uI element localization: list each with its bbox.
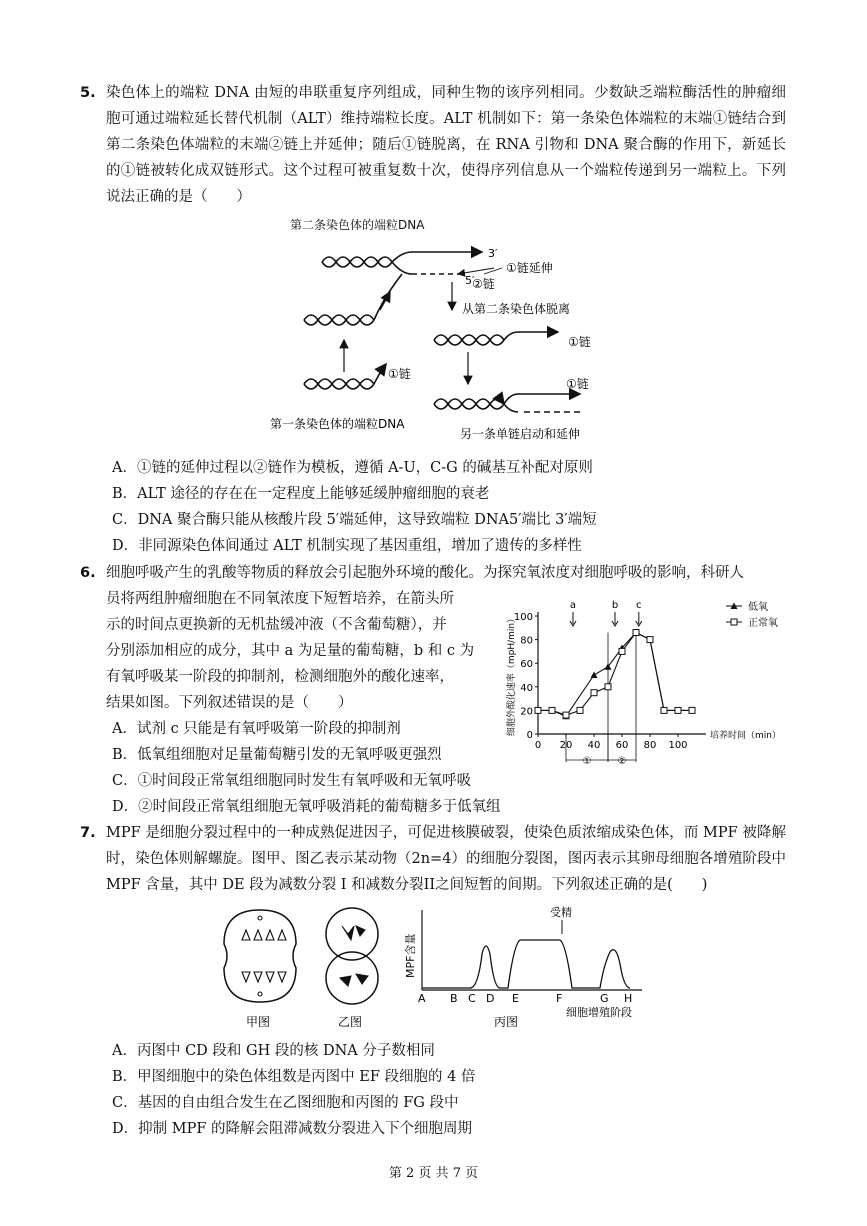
data-point-normox	[633, 630, 639, 636]
label-second-chromosome: 第二条染色体的端粒DNA	[290, 218, 425, 232]
option-a: A．①链的延伸过程以②链作为模板，遵循 A-U，C-G 的碱基互补配对原则	[112, 460, 593, 476]
q6-line-4: 有氧呼吸某一阶段的抑制剂，检测细胞外的酸化速率，	[106, 669, 454, 685]
label-first-chromosome: 第一条染色体的端粒DNA	[270, 417, 405, 431]
legend-marker-normox	[731, 619, 737, 625]
question-stem: MPF 是细胞分裂过程中的一种成熟促进因子，可促进核膜破裂，使染色质浓缩成染色体，而 MPF 被降解时，染色体则解螺旋。图甲、图乙表示某动物（2n=4）的细胞分裂图，图丙表示其卵母细胞各增殖阶段中 MPF 含量，其中 DE 段为减数分裂 I 和减数分裂II之间短暂的间期。下列叙述正确的是( )	[106, 825, 786, 893]
label-fig-bing: 丙图	[494, 1015, 519, 1029]
data-point-normox	[563, 712, 569, 718]
x-tick-label: 40	[587, 740, 601, 751]
option-c: C．①时间段正常氧组细胞同时发生有氧呼吸和无氧呼吸	[112, 773, 472, 789]
interval-label: ①	[582, 756, 592, 767]
point-f: F	[556, 992, 563, 1005]
q5-options	[112, 455, 597, 559]
y-tick-label: 40	[520, 682, 533, 694]
q7-options	[112, 1038, 475, 1142]
label-mpf-ylabel: MPF含量	[404, 933, 417, 978]
point-g: G	[600, 992, 609, 1005]
data-point-normox	[535, 707, 541, 713]
question-stem-line1: 细胞呼吸产生的乳酸等物质的释放会引起胞外环境的酸化。为探究氧浓度对细胞呼吸的影响，科研人	[106, 565, 744, 581]
question-stem: 染色体上的端粒 DNA 由短的串联重复序列组成，同种生物的该序列相同。少数缺乏端粒酶活性的肿瘤细胞可通过端粒延长替代机制（ALT）维持端粒长度。ALT 机制如下：第一条染色体端粒的末端①链结合到第二条染色体端粒的末端②链上并延伸；随后①链脱离，在 RNA 引物和 DNA 聚合酶的作用下，新延长的①链被转化成双链形式。这个过程可被重复数十次，使得序列信息从一个端粒传递到另一端粒上。下列说法正确的是（ ）	[106, 85, 786, 205]
telomere-alt-diagram	[262, 212, 622, 448]
y-tick-label: 0	[526, 730, 533, 741]
legend-label: 正常氧	[748, 618, 778, 629]
point-a: A	[418, 992, 426, 1005]
question-6-continued	[86, 586, 486, 716]
y-tick-label: 100	[513, 612, 533, 623]
data-point-normox	[577, 707, 583, 713]
x-axis-label: 培养时间（min）	[710, 731, 781, 741]
label-detach: 从第二条染色体脱离	[462, 302, 571, 316]
data-point-normox	[619, 648, 625, 654]
series-line-1	[538, 633, 692, 716]
question-7	[80, 820, 786, 898]
q6-options	[112, 716, 501, 820]
series-line-0	[538, 633, 692, 717]
y-axis-label: 细胞外酸化速率（mpH/min）	[507, 613, 517, 737]
point-c: C	[468, 992, 476, 1005]
label-chain1-lower: ①链	[566, 377, 589, 391]
arrow-label-a: a	[569, 600, 577, 611]
option-a: A．试剂 c 只能是有氧呼吸第一阶段的抑制剂	[112, 721, 401, 737]
x-tick-label: 60	[615, 740, 629, 751]
interval-label: ②	[617, 756, 627, 767]
point-h: H	[624, 992, 633, 1005]
point-d: D	[486, 992, 495, 1005]
point-e: E	[512, 992, 519, 1005]
x-tick-label: 0	[534, 740, 542, 751]
data-point-normox	[675, 707, 681, 713]
label-3prime: 3′	[488, 247, 498, 260]
question-number: 5.	[80, 85, 96, 101]
question-5	[80, 80, 786, 210]
option-b: B．ALT 途径的存在在一定程度上能够延缓肿瘤细胞的衰老	[112, 486, 490, 502]
question-number: 7.	[80, 825, 96, 841]
x-tick-label: 100	[668, 740, 688, 751]
y-tick-label: 60	[520, 659, 533, 671]
y-tick-label: 80	[520, 635, 533, 647]
option-c: C．基因的自由组合发生在乙图细胞和丙图的 FG 段中	[112, 1095, 459, 1111]
label-other-strand: 另一条单链启动和延伸	[460, 427, 581, 441]
option-d: D．抑制 MPF 的降解会阻滞减数分裂进入下个细胞周期	[112, 1121, 473, 1137]
label-fertilization: 受精	[550, 906, 572, 919]
data-point-normox	[647, 637, 653, 643]
cell-division-figures	[210, 904, 660, 1034]
label-chain1-mid: ①链	[568, 335, 591, 349]
data-point-lowox	[591, 672, 598, 679]
q6-line-3: 分别添加相应的成分，其中 a 为足量的葡萄糖，b 和 c 为	[106, 643, 475, 659]
data-point-normox	[591, 690, 597, 696]
x-tick-label: 80	[643, 740, 657, 751]
stage-points	[418, 992, 632, 1005]
arrow-label-c: c	[636, 600, 642, 611]
label-fig-yi: 乙图	[338, 1015, 363, 1029]
q6-line-1: 员将两组肿瘤细胞在不同氧浓度下短暂培养，在箭头所	[106, 591, 454, 607]
q6-line-2: 示的时间点更换新的无机盐缓冲液（不含葡萄糖），并	[106, 617, 447, 633]
option-d: D．非同源染色体间通过 ALT 机制实现了基因重组，增加了遗传的多样性	[112, 538, 582, 554]
label-chain2: ②链	[472, 277, 495, 291]
label-stage-xaxis: 细胞增殖阶段	[566, 1006, 632, 1019]
option-b: B．低氧组细胞对足量葡萄糖引发的无氧呼吸更强烈	[112, 747, 442, 763]
option-b: B．甲图细胞中的染色体组数是丙图中 EF 段细胞的 4 倍	[112, 1069, 476, 1085]
question-6	[80, 560, 786, 586]
label-chain1-extension: ①链延伸	[506, 261, 553, 275]
page-footer: 第 2 页 共 7 页	[388, 1166, 479, 1181]
label-chain1-bottom: ①链	[388, 367, 411, 381]
label-5prime: 5′	[465, 274, 475, 287]
x-tick-label: 20	[559, 740, 573, 751]
data-point-normox	[549, 707, 555, 713]
option-d: D．②时间段正常氧组细胞无氧呼吸消耗的葡萄糖多于低氧组	[112, 799, 501, 815]
label-fig-jia: 甲图	[246, 1015, 271, 1029]
option-a: A．丙图中 CD 段和 GH 段的核 DNA 分子数相同	[112, 1043, 435, 1059]
q6-line-5: 结果如图。下列叙述错误的是（ ）	[106, 695, 353, 711]
data-point-normox	[605, 684, 611, 690]
data-point-normox	[689, 707, 695, 713]
question-number: 6.	[80, 565, 96, 581]
acidification-chart	[500, 596, 800, 776]
point-b: B	[450, 992, 458, 1005]
data-point-normox	[661, 707, 667, 713]
arrow-label-b: b	[611, 600, 619, 611]
y-tick-label: 20	[520, 706, 533, 718]
legend-label: 低氧	[748, 602, 768, 613]
option-c: C．DNA 聚合酶只能从核酸片段 5′端延伸，这导致端粒 DNA5′端比 3′端短	[112, 512, 597, 528]
